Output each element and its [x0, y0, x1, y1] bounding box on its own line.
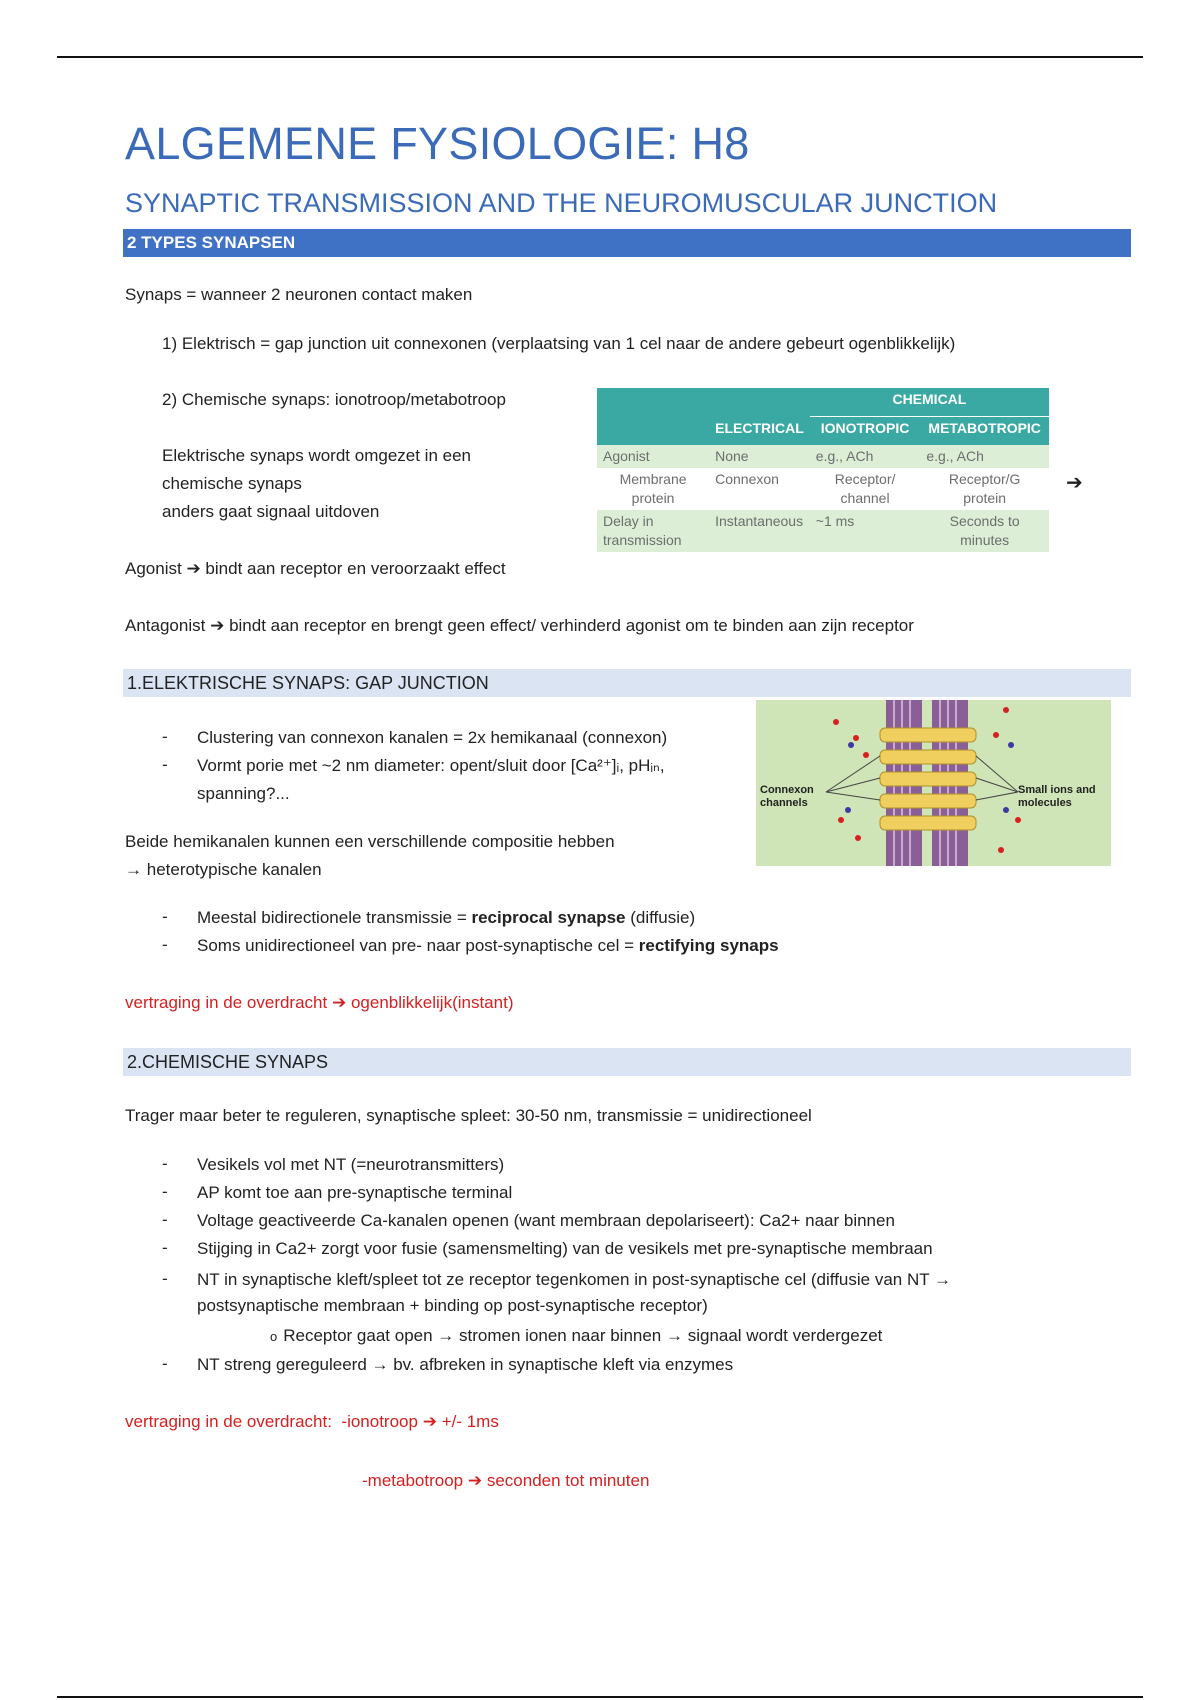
agonist-text: bindt aan receptor en veroorzaakt effect — [205, 559, 506, 578]
list-bullet: - — [162, 1269, 168, 1288]
table-cell: Membrane protein — [597, 468, 709, 510]
table-cell: Connexon — [709, 468, 810, 510]
antagonist-text: bindt aan receptor en brengt geen effect/ verhinderd agonist om te binden aan zijn receptor — [229, 616, 914, 635]
chemical-intro: Trager maar beter te reguleren, synaptische spleet: 30-50 nm, transmissie = unidirectioneel — [125, 1106, 812, 1125]
list-item: Stijging in Ca2+ zorgt voor fusie (samensmelting) van de vesikels met pre-synaptische membraan — [197, 1239, 933, 1258]
table-cell: Receptor/ channel — [810, 468, 921, 510]
table-cell: Instantaneous — [709, 510, 810, 552]
gap-junction-illustration — [756, 700, 1111, 866]
top-rule — [57, 56, 1143, 58]
list-bullet: - — [162, 1210, 168, 1229]
conversion-line-2: chemische synaps — [162, 474, 302, 493]
list-item: NT in synaptische kleft/spleet tot ze receptor tegenkomen in post-synaptische cel (diffusie van NT → — [197, 1270, 952, 1289]
delay-chemical-meta: -metabotroop ➔ seconden tot minuten — [362, 1471, 650, 1490]
table-header-electrical: ELECTRICAL — [709, 417, 810, 446]
list-item: Clustering van connexon kanalen = 2x hemikanaal (connexon) — [197, 728, 668, 747]
list-item: Vesikels vol met NT (=neurotransmitters) — [197, 1155, 505, 1174]
agonist-label: Agonist — [125, 559, 182, 578]
list-bullet: - — [162, 727, 168, 746]
antagonist-label: Antagonist — [125, 616, 206, 635]
table-cell: Delay in transmission — [597, 510, 709, 552]
agonist-line — [125, 558, 506, 580]
table-header-metabotropic: METABOTROPIC — [920, 417, 1049, 446]
section-heading-elektrische-synaps: 1.ELEKTRISCHE SYNAPS: GAP JUNCTION — [123, 669, 1131, 697]
list-bullet: - — [162, 935, 168, 954]
hetero-line-2: → heterotypische kanalen — [125, 860, 322, 879]
synaps-definition: Synaps = wanneer 2 neuronen contact maken — [125, 285, 473, 304]
section-heading-types: 2 TYPES SYNAPSEN — [123, 229, 1131, 257]
conversion-line-1: Elektrische synaps wordt omgezet in een — [162, 446, 471, 465]
table-cell: Receptor/G protein — [920, 468, 1049, 510]
table-header-ionotropic: IONOTROPIC — [810, 417, 921, 446]
list-bullet: - — [162, 1354, 168, 1373]
antagonist-line — [125, 615, 914, 637]
conversion-line-3: anders gaat signaal uitdoven — [162, 502, 380, 521]
list-bullet: - — [162, 907, 168, 926]
sub-list-item: o Receptor gaat open → stromen ionen naar binnen → signaal wordt verdergezet — [270, 1326, 883, 1345]
table-cell: Seconds to minutes — [920, 510, 1049, 552]
table-cell: e.g., ACh — [810, 445, 921, 468]
arrow-icon: ➔ — [467, 1471, 483, 1490]
table-header-chemical: CHEMICAL — [810, 388, 1049, 417]
list-item: Vormt porie met ~2 nm diameter: opent/sluit door [Ca²⁺]ᵢ, pHᵢₙ, — [197, 756, 665, 775]
table-row — [597, 468, 1049, 510]
table-cell: Agonist — [597, 445, 709, 468]
list-item: Meestal bidirectionele transmissie = reciprocal synapse (diffusie) — [197, 908, 696, 927]
list-bullet: - — [162, 1154, 168, 1173]
table-cell: e.g., ACh — [920, 445, 1049, 468]
list-bullet: - — [162, 1182, 168, 1201]
list-item-continuation: postsynaptische membraan + binding op post-synaptische receptor) — [197, 1296, 708, 1315]
item-elektrisch: 1) Elektrisch = gap junction uit connexonen (verplaatsing van 1 cel naar de andere gebeurt ogenblikkelijk) — [162, 334, 956, 353]
list-bullet: - — [162, 755, 168, 774]
synapse-comparison-table — [597, 388, 1049, 552]
list-item: Voltage geactiveerde Ca-kanalen openen (want membraan depolariseert): Ca2+ naar binnen — [197, 1211, 895, 1230]
gap-junction-figure — [756, 700, 1111, 866]
list-bullet: - — [162, 1238, 168, 1257]
section-heading-chemische-synaps: 2.CHEMISCHE SYNAPS — [123, 1048, 1131, 1076]
bottom-rule — [57, 1696, 1143, 1698]
list-item: AP komt toe aan pre-synaptische terminal — [197, 1183, 513, 1202]
arrow-icon: ➔ — [210, 616, 225, 635]
table-row — [597, 445, 1049, 468]
arrow-icon: ➔ — [186, 559, 201, 578]
item-chemisch: 2) Chemische synaps: ionotroop/metabotroop — [162, 390, 506, 409]
table-cell: ~1 ms — [810, 510, 921, 552]
delay-chemical-iono: vertraging in de overdracht: -ionotroop ➔ +/- 1ms — [125, 1412, 499, 1431]
page-title: ALGEMENE FYSIOLOGIE: H8 — [125, 118, 750, 169]
table-cell: None — [709, 445, 810, 468]
hetero-line-1: Beide hemikanalen kunnen een verschillende compositie hebben — [125, 832, 615, 851]
list-item: Soms unidirectioneel van pre- naar post-synaptische cel = rectifying synaps — [197, 936, 779, 955]
figure-label-small-ions: Small ions and molecules — [1018, 784, 1096, 809]
arrow-icon: ➔ — [331, 993, 347, 1012]
figure-label-connexon: Connexon channels — [760, 784, 814, 809]
list-item: NT streng gereguleerd → bv. afbreken in synaptische kleft via enzymes — [197, 1355, 734, 1374]
bold-term: rectifying synaps — [638, 936, 779, 955]
bold-term: reciprocal synapse — [471, 908, 626, 927]
circle-bullet-icon: o — [270, 1329, 278, 1344]
page-subtitle: SYNAPTIC TRANSMISSION AND THE NEUROMUSCULAR JUNCTION — [125, 188, 998, 218]
delay-electrical: vertraging in de overdracht ➔ ogenblikkelijk(instant) — [125, 993, 514, 1012]
table-row — [597, 510, 1049, 552]
arrow-icon: ➔ — [422, 1412, 437, 1431]
list-item-continuation: spanning?... — [197, 784, 290, 803]
arrow-icon: ➔ — [1066, 472, 1083, 494]
arrow-icon: → — [125, 860, 142, 879]
